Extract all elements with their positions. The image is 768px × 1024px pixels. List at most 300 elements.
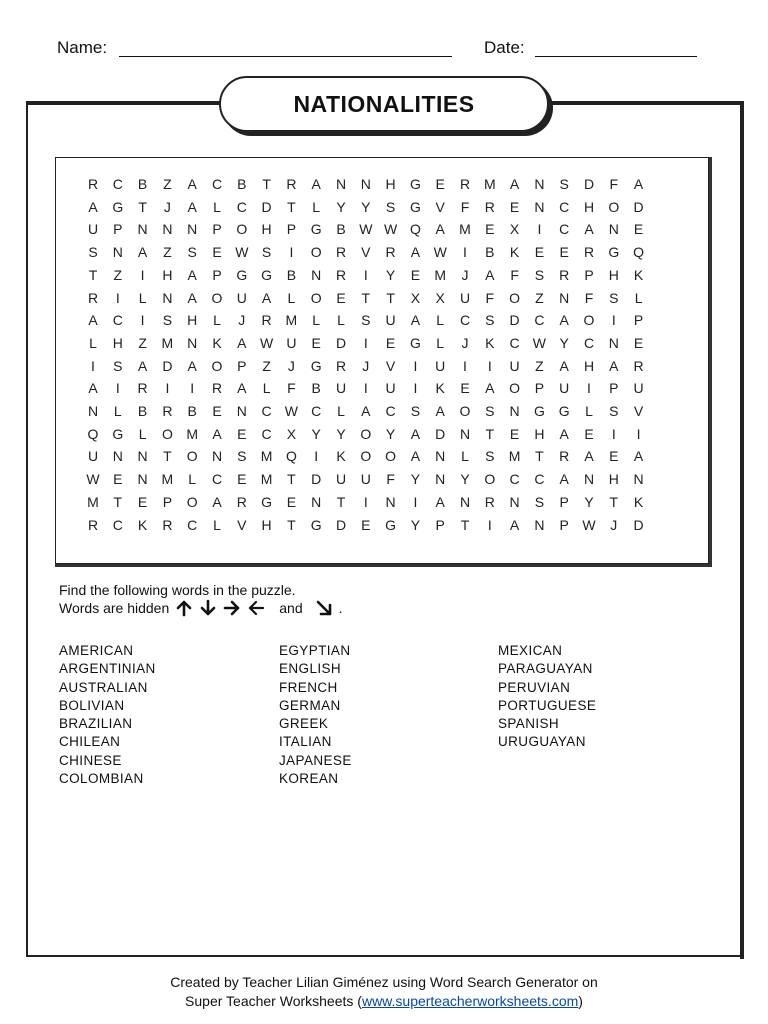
grid-letter[interactable]: R — [484, 198, 495, 215]
grid-letter[interactable]: A — [485, 380, 495, 397]
grid-letter[interactable]: N — [559, 289, 570, 306]
grid-letter[interactable]: R — [559, 266, 570, 283]
grid-letter[interactable]: C — [385, 403, 396, 419]
grid-letter[interactable]: C — [459, 312, 471, 329]
grid-letter[interactable]: F — [485, 289, 495, 306]
grid-letter[interactable]: U — [286, 334, 297, 351]
grid-letter[interactable]: C — [509, 334, 520, 351]
grid-letter[interactable]: E — [559, 244, 569, 261]
grid-letter[interactable]: H — [608, 471, 619, 488]
grid-letter[interactable]: N — [137, 471, 148, 488]
grid-letter[interactable]: R — [583, 244, 595, 261]
grid-letter[interactable]: F — [386, 471, 395, 488]
grid-letter[interactable]: C — [559, 221, 570, 238]
grid-letter[interactable]: Z — [535, 289, 544, 306]
grid-letter[interactable]: C — [559, 198, 570, 215]
grid-letter[interactable]: D — [435, 425, 446, 442]
grid-letter[interactable]: L — [436, 334, 445, 351]
grid-letter[interactable]: E — [485, 221, 495, 238]
grid-letter[interactable]: N — [534, 198, 545, 215]
grid-letter[interactable]: A — [435, 221, 445, 238]
grid-letter[interactable]: W — [235, 244, 249, 261]
grid-letter[interactable]: I — [636, 425, 641, 442]
grid-letter[interactable]: W — [359, 221, 373, 238]
grid-letter[interactable]: A — [410, 312, 421, 329]
grid-letter[interactable]: G — [409, 176, 421, 192]
grid-letter[interactable]: A — [187, 289, 197, 306]
grid-letter[interactable]: Y — [410, 516, 421, 533]
grid-letter[interactable]: E — [286, 493, 297, 510]
grid-letter[interactable]: E — [509, 425, 520, 442]
grid-letter[interactable]: V — [385, 357, 396, 374]
grid-letter[interactable]: L — [188, 471, 197, 488]
grid-letter[interactable]: R — [261, 312, 272, 329]
grid-letter[interactable]: O — [310, 289, 322, 306]
grid-letter[interactable]: E — [311, 334, 321, 351]
grid-letter[interactable]: B — [336, 221, 346, 238]
grid-letter[interactable]: R — [87, 176, 99, 192]
grid-letter[interactable]: C — [112, 312, 123, 329]
grid-letter[interactable]: D — [509, 312, 520, 329]
grid-letter[interactable]: O — [459, 403, 471, 419]
grid-letter[interactable]: H — [385, 176, 396, 192]
grid-letter[interactable]: L — [138, 425, 147, 442]
grid-letter[interactable]: N — [311, 493, 322, 510]
grid-letter[interactable]: T — [485, 425, 495, 442]
grid-letter[interactable]: E — [633, 334, 644, 351]
grid-letter[interactable]: L — [312, 198, 321, 215]
grid-letter[interactable]: I — [140, 266, 145, 283]
grid-letter[interactable]: V — [435, 198, 445, 215]
grid-letter[interactable]: R — [162, 516, 173, 533]
grid-letter[interactable]: G — [558, 403, 570, 419]
grid-letter[interactable]: A — [212, 425, 222, 442]
grid-letter[interactable]: Y — [311, 425, 321, 442]
grid-letter[interactable]: E — [460, 380, 470, 397]
grid-letter[interactable]: X — [286, 425, 297, 442]
grid-letter[interactable]: L — [634, 289, 643, 306]
grid-letter[interactable]: U — [87, 448, 99, 465]
grid-letter[interactable]: S — [88, 244, 98, 261]
grid-letter[interactable]: G — [409, 334, 421, 351]
grid-letter[interactable]: A — [609, 357, 619, 374]
grid-letter[interactable]: N — [112, 244, 123, 261]
grid-letter[interactable]: F — [510, 266, 519, 283]
grid-letter[interactable]: E — [584, 425, 594, 442]
grid-letter[interactable]: L — [585, 403, 593, 419]
grid-letter[interactable]: R — [137, 380, 148, 397]
grid-letter[interactable]: A — [88, 312, 98, 329]
grid-letter[interactable]: W — [433, 244, 447, 261]
grid-letter[interactable]: N — [459, 493, 471, 510]
grid-letter[interactable]: I — [363, 334, 368, 351]
grid-letter[interactable]: S — [609, 403, 619, 419]
grid-letter[interactable]: S — [410, 403, 421, 419]
grid-letter[interactable]: N — [509, 403, 520, 419]
grid-letter[interactable]: W — [259, 334, 274, 351]
grid-letter[interactable]: A — [237, 380, 247, 397]
grid-letter[interactable]: U — [236, 289, 247, 306]
grid-letter[interactable]: X — [509, 221, 520, 238]
grid-letter[interactable]: S — [534, 266, 545, 283]
grid-letter[interactable]: B — [311, 380, 321, 397]
grid-letter[interactable]: M — [434, 266, 447, 283]
grid-letter[interactable]: B — [485, 244, 495, 261]
grid-letter[interactable]: Z — [113, 266, 123, 283]
grid-letter[interactable]: C — [261, 403, 272, 419]
grid-letter[interactable]: T — [287, 516, 296, 533]
grid-letter[interactable]: B — [137, 176, 148, 192]
grid-letter[interactable]: O — [161, 425, 173, 442]
grid-letter[interactable]: R — [559, 448, 570, 465]
grid-letter[interactable]: C — [534, 471, 545, 488]
grid-letter[interactable]: N — [435, 471, 446, 488]
grid-letter[interactable]: E — [633, 221, 644, 238]
grid-letter[interactable]: O — [385, 448, 397, 465]
grid-letter[interactable]: K — [633, 266, 644, 283]
grid-letter[interactable]: O — [186, 493, 198, 510]
grid-letter[interactable]: C — [311, 403, 322, 419]
grid-letter[interactable]: I — [611, 425, 616, 442]
grid-letter[interactable]: L — [213, 312, 221, 329]
grid-letter[interactable]: T — [336, 493, 346, 510]
grid-letter[interactable]: U — [360, 471, 371, 488]
grid-letter[interactable]: K — [137, 516, 148, 533]
grid-letter[interactable]: T — [535, 448, 544, 465]
grid-letter[interactable]: P — [162, 493, 173, 510]
grid-letter[interactable]: R — [335, 266, 347, 283]
grid-letter[interactable]: K — [509, 244, 520, 261]
grid-letter[interactable]: C — [583, 334, 595, 351]
grid-letter[interactable]: T — [163, 448, 172, 465]
grid-letter[interactable]: I — [413, 380, 418, 397]
grid-letter[interactable]: Q — [87, 425, 99, 442]
grid-letter[interactable]: U — [459, 289, 471, 306]
grid-letter[interactable]: U — [385, 312, 396, 329]
grid-letter[interactable]: O — [360, 448, 372, 465]
grid-letter[interactable]: E — [237, 425, 247, 442]
grid-letter[interactable]: W — [582, 516, 596, 533]
grid-letter[interactable]: L — [461, 448, 469, 465]
grid-letter[interactable]: M — [508, 448, 521, 465]
grid-letter[interactable]: O — [509, 380, 521, 397]
grid-letter[interactable]: I — [463, 244, 467, 261]
grid-letter[interactable]: S — [485, 403, 495, 419]
grid-letter[interactable]: M — [186, 425, 199, 442]
grid-letter[interactable]: T — [262, 176, 271, 192]
grid-letter[interactable]: H — [261, 221, 272, 238]
grid-letter[interactable]: U — [385, 380, 396, 397]
grid-letter[interactable]: H — [112, 334, 123, 351]
grid-letter[interactable]: N — [534, 176, 545, 192]
grid-letter[interactable]: Y — [460, 471, 470, 488]
grid-letter[interactable]: E — [609, 448, 619, 465]
grid-letter[interactable]: G — [310, 357, 322, 374]
grid-letter[interactable]: C — [211, 176, 223, 192]
grid-letter[interactable]: R — [236, 493, 247, 510]
grid-letter[interactable]: I — [115, 289, 120, 306]
grid-letter[interactable]: M — [483, 176, 496, 192]
grid-letter[interactable]: P — [212, 266, 222, 283]
grid-letter[interactable]: J — [287, 357, 295, 374]
grid-letter[interactable]: G — [310, 221, 322, 238]
grid-letter[interactable]: D — [162, 357, 173, 374]
grid-letter[interactable]: I — [587, 380, 591, 397]
date-line[interactable] — [535, 56, 697, 57]
grid-letter[interactable]: B — [237, 176, 247, 192]
grid-letter[interactable]: L — [436, 312, 445, 329]
grid-letter[interactable]: A — [633, 448, 644, 465]
grid-letter[interactable]: J — [610, 516, 618, 533]
grid-letter[interactable]: N — [509, 493, 520, 510]
grid-letter[interactable]: P — [534, 380, 545, 397]
grid-letter[interactable]: N — [187, 221, 198, 238]
grid-letter[interactable]: L — [113, 403, 122, 419]
grid-letter[interactable]: S — [385, 198, 396, 215]
grid-letter[interactable]: X — [435, 289, 445, 306]
grid-letter[interactable]: A — [311, 176, 321, 192]
grid-letter[interactable]: E — [534, 244, 545, 261]
grid-letter[interactable]: I — [363, 380, 368, 397]
grid-letter[interactable]: L — [213, 516, 221, 533]
grid-letter[interactable]: G — [409, 198, 421, 215]
grid-letter[interactable]: U — [633, 380, 644, 397]
grid-letter[interactable]: M — [161, 471, 174, 488]
grid-letter[interactable]: Z — [262, 357, 271, 374]
grid-letter[interactable]: G — [236, 266, 248, 283]
grid-letter[interactable]: A — [187, 176, 197, 192]
grid-letter[interactable]: O — [236, 221, 248, 238]
grid-letter[interactable]: O — [509, 289, 521, 306]
grid-letter[interactable]: W — [284, 403, 298, 419]
grid-letter[interactable]: L — [337, 403, 345, 419]
grid-letter[interactable]: W — [383, 221, 398, 238]
grid-letter[interactable]: C — [112, 176, 123, 192]
grid-letter[interactable]: E — [509, 198, 520, 215]
grid-letter[interactable]: S — [187, 244, 197, 261]
grid-letter[interactable]: J — [163, 198, 171, 215]
grid-letter[interactable]: O — [211, 289, 223, 306]
grid-letter[interactable]: D — [335, 334, 347, 351]
grid-letter[interactable]: N — [335, 176, 347, 192]
grid-letter[interactable]: L — [89, 334, 97, 351]
grid-letter[interactable]: P — [559, 493, 569, 510]
grid-letter[interactable]: N — [137, 448, 148, 465]
grid-letter[interactable]: I — [537, 221, 542, 238]
grid-letter[interactable]: S — [559, 176, 569, 192]
grid-letter[interactable]: Z — [163, 244, 172, 261]
grid-letter[interactable]: G — [261, 266, 273, 283]
grid-letter[interactable]: K — [336, 448, 346, 465]
grid-letter[interactable]: H — [583, 357, 595, 374]
grid-letter[interactable]: I — [91, 357, 95, 374]
grid-letter[interactable]: Z — [163, 176, 172, 192]
grid-letter[interactable]: U — [435, 357, 446, 374]
grid-letter[interactable]: R — [286, 176, 297, 192]
grid-letter[interactable]: H — [583, 198, 595, 215]
grid-letter[interactable]: T — [386, 289, 395, 306]
grid-letter[interactable]: K — [633, 493, 644, 510]
grid-letter[interactable]: I — [487, 516, 492, 533]
grid-letter[interactable]: X — [410, 289, 421, 306]
grid-letter[interactable]: Y — [385, 266, 396, 283]
grid-letter[interactable]: T — [138, 198, 147, 215]
grid-letter[interactable]: A — [187, 198, 197, 215]
grid-letter[interactable]: E — [361, 516, 371, 533]
grid-letter[interactable]: V — [633, 403, 644, 419]
grid-letter[interactable]: P — [435, 516, 445, 533]
grid-letter[interactable]: D — [633, 516, 644, 533]
grid-letter[interactable]: T — [609, 493, 619, 510]
grid-letter[interactable]: C — [261, 425, 272, 442]
grid-letter[interactable]: B — [286, 266, 297, 283]
grid-letter[interactable]: N — [162, 221, 173, 238]
grid-letter[interactable]: U — [509, 357, 520, 374]
grid-letter[interactable]: B — [187, 403, 197, 419]
grid-letter[interactable]: A — [559, 425, 569, 442]
grid-letter[interactable]: D — [261, 198, 272, 215]
grid-letter[interactable]: E — [435, 176, 445, 192]
grid-letter[interactable]: P — [633, 312, 644, 329]
grid-letter[interactable]: I — [190, 380, 195, 397]
grid-letter[interactable]: V — [237, 516, 247, 533]
grid-letter[interactable]: I — [165, 380, 170, 397]
grid-letter[interactable]: O — [310, 244, 322, 261]
grid-letter[interactable]: O — [186, 448, 198, 465]
grid-letter[interactable]: M — [87, 493, 99, 510]
grid-letter[interactable]: U — [87, 221, 99, 238]
grid-letter[interactable]: T — [88, 266, 98, 283]
grid-letter[interactable]: T — [287, 198, 296, 215]
grid-letter[interactable]: F — [287, 380, 296, 397]
grid-letter[interactable]: O — [583, 312, 595, 329]
grid-letter[interactable]: G — [608, 244, 620, 261]
grid-letter[interactable]: Y — [336, 425, 346, 442]
grid-letter[interactable]: Y — [559, 334, 569, 351]
grid-letter[interactable]: Y — [385, 425, 396, 442]
grid-letter[interactable]: Y — [361, 198, 371, 215]
grid-letter[interactable]: O — [360, 425, 372, 442]
grid-letter[interactable]: N — [459, 425, 471, 442]
grid-letter[interactable]: P — [286, 221, 297, 238]
grid-letter[interactable]: T — [361, 289, 371, 306]
grid-letter[interactable]: H — [261, 516, 272, 533]
grid-letter[interactable]: R — [87, 289, 99, 306]
grid-letter[interactable]: Y — [584, 493, 594, 510]
grid-letter[interactable]: S — [485, 312, 495, 329]
grid-letter[interactable]: N — [87, 403, 99, 419]
grid-letter[interactable]: A — [559, 471, 569, 488]
grid-letter[interactable]: A — [237, 334, 247, 351]
grid-letter[interactable]: G — [112, 425, 124, 442]
grid-letter[interactable]: J — [238, 312, 246, 329]
grid-letter[interactable]: N — [633, 471, 644, 488]
grid-letter[interactable]: I — [289, 244, 294, 261]
grid-letter[interactable]: W — [86, 471, 100, 488]
grid-letter[interactable]: A — [261, 289, 272, 306]
grid-letter[interactable]: R — [633, 357, 644, 374]
grid-letter[interactable]: I — [140, 312, 145, 329]
grid-letter[interactable]: P — [237, 357, 247, 374]
grid-letter[interactable]: N — [187, 334, 198, 351]
grid-letter[interactable]: A — [410, 244, 421, 261]
grid-letter[interactable]: Y — [336, 198, 346, 215]
grid-letter[interactable]: N — [534, 516, 545, 533]
grid-letter[interactable]: N — [583, 471, 595, 488]
grid-letter[interactable]: S — [534, 493, 545, 510]
grid-letter[interactable]: A — [88, 380, 98, 397]
grid-letter[interactable]: H — [187, 312, 198, 329]
grid-letter[interactable]: B — [137, 403, 148, 419]
grid-letter[interactable]: I — [363, 266, 368, 283]
grid-letter[interactable]: D — [335, 516, 347, 533]
grid-letter[interactable]: F — [609, 176, 619, 192]
grid-letter[interactable]: R — [459, 176, 471, 192]
grid-letter[interactable]: S — [162, 312, 173, 329]
grid-letter[interactable]: A — [435, 403, 445, 419]
grid-letter[interactable]: J — [362, 357, 370, 374]
grid-letter[interactable]: U — [335, 471, 347, 488]
grid-letter[interactable]: A — [435, 493, 445, 510]
grid-letter[interactable]: A — [584, 448, 594, 465]
grid-letter[interactable]: H — [608, 266, 619, 283]
grid-letter[interactable]: Q — [409, 221, 421, 238]
grid-letter[interactable]: N — [435, 448, 446, 465]
grid-letter[interactable]: E — [113, 471, 123, 488]
grid-letter[interactable]: T — [460, 516, 470, 533]
grid-letter[interactable]: E — [212, 403, 222, 419]
grid-letter[interactable]: P — [212, 221, 222, 238]
grid-letter[interactable]: M — [161, 334, 174, 351]
grid-letter[interactable]: E — [410, 266, 421, 283]
grid-letter[interactable]: L — [213, 198, 221, 215]
grid-letter[interactable]: A — [509, 176, 520, 192]
grid-letter[interactable]: E — [385, 334, 396, 351]
grid-letter[interactable]: G — [112, 198, 124, 215]
grid-letter[interactable]: N — [385, 493, 396, 510]
grid-letter[interactable]: M — [260, 471, 273, 488]
grid-letter[interactable]: W — [532, 334, 546, 351]
grid-letter[interactable]: S — [609, 289, 619, 306]
grid-letter[interactable]: M — [285, 312, 298, 329]
grid-letter[interactable]: O — [484, 471, 496, 488]
grid-letter[interactable]: A — [187, 266, 197, 283]
grid-letter[interactable]: T — [287, 471, 296, 488]
grid-letter[interactable]: N — [162, 289, 173, 306]
grid-letter[interactable]: D — [633, 198, 644, 215]
grid-letter[interactable]: M — [459, 221, 471, 238]
grid-letter[interactable]: M — [260, 448, 273, 465]
grid-letter[interactable]: C — [236, 198, 247, 215]
grid-letter[interactable]: A — [361, 403, 371, 419]
footer-link[interactable]: www.superteacherworksheets.com — [361, 993, 579, 1009]
grid-letter[interactable]: Q — [633, 244, 645, 261]
grid-letter[interactable]: R — [87, 516, 99, 533]
grid-letter[interactable]: A — [410, 425, 421, 442]
grid-letter[interactable]: A — [212, 493, 222, 510]
grid-letter[interactable]: A — [559, 312, 569, 329]
grid-letter[interactable]: I — [363, 493, 368, 510]
grid-letter[interactable]: S — [485, 448, 495, 465]
grid-letter[interactable]: H — [534, 425, 545, 442]
grid-letter[interactable]: A — [137, 244, 148, 261]
grid-letter[interactable]: A — [88, 198, 98, 215]
grid-letter[interactable]: C — [112, 516, 123, 533]
grid-letter[interactable]: Z — [535, 357, 544, 374]
grid-letter[interactable]: A — [187, 357, 197, 374]
grid-letter[interactable]: N — [137, 221, 148, 238]
grid-letter[interactable]: E — [336, 289, 346, 306]
